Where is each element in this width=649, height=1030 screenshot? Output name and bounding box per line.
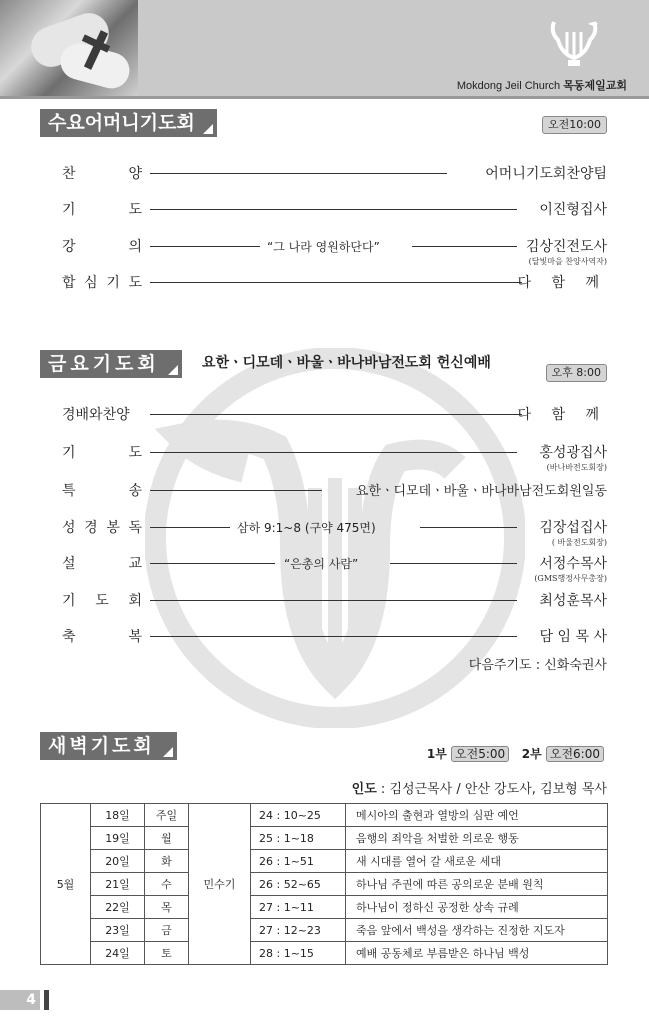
reference-cell: 27 : 1~11 (251, 896, 346, 919)
row-label: 합 심 기 도 (62, 275, 142, 291)
sermon-title-cell: 메시아의 출현과 열방의 심판 예언 (346, 804, 608, 827)
fri-row-worship (62, 404, 607, 426)
dawn-leader (352, 778, 607, 797)
sermon-title-cell: 하나님이 정하신 공정한 상속 규례 (346, 896, 608, 919)
fri-row-scripture (62, 517, 607, 547)
reference-cell: 25 : 1~18 (251, 827, 346, 850)
session2-time: 오전6:00 (546, 746, 604, 762)
weekday-cell: 주일 (145, 804, 189, 827)
row-label: 강 의 (62, 239, 142, 255)
wednesday-time-badge: 오전10:00 (542, 116, 607, 134)
row-value: 담 임 목 사 (539, 629, 607, 645)
church-name (457, 77, 627, 93)
row-topic: “은총의 사람” (284, 557, 359, 571)
table-row (41, 827, 608, 850)
date-cell: 18일 (91, 804, 145, 827)
table-row (41, 850, 608, 873)
banner-divider (0, 96, 649, 99)
date-cell: 19일 (91, 827, 145, 850)
reference-cell: 26 : 52~65 (251, 873, 346, 896)
row-value: 김상진전도사 (525, 239, 607, 255)
row-label: 특 송 (62, 483, 142, 499)
fri-row-benediction (62, 626, 607, 648)
row-value: 김장섭집사 (539, 520, 607, 536)
row-label: 축 복 (62, 629, 142, 645)
dawn-session-times (427, 745, 604, 762)
date-cell: 24일 (91, 942, 145, 965)
dawn-schedule-table (40, 803, 608, 965)
weekday-cell: 금 (145, 919, 189, 942)
leader-label: 인도 (351, 782, 377, 797)
reference-cell: 24 : 10~25 (251, 804, 346, 827)
book-cell: 민수기 (189, 804, 251, 965)
session2-label: 2부 (521, 747, 542, 761)
row-label: 기 도 회 (62, 593, 142, 609)
session1-time: 오전5:00 (451, 746, 509, 762)
friday-subtitle: 요한ㆍ디모데ㆍ바울ㆍ바나바남전도회 헌신예배 (202, 355, 491, 371)
month-cell: 5월 (41, 804, 91, 965)
friday-time-badge: 오후 8:00 (546, 364, 607, 382)
fri-row-prayer-meeting (62, 590, 607, 612)
row-value: 요한ㆍ디모데ㆍ바울ㆍ바나바남전도회원일동 (355, 484, 607, 499)
row-label: 기 도 (62, 445, 142, 461)
page-number: 4 (0, 990, 40, 1010)
date-cell: 20일 (91, 850, 145, 873)
weekday-cell: 목 (145, 896, 189, 919)
date-cell: 23일 (91, 919, 145, 942)
row-note: (바나바전도회장) (546, 463, 607, 472)
fri-row-special-song (62, 480, 607, 502)
wednesday-section-title (40, 109, 217, 137)
reference-cell: 26 : 1~51 (251, 850, 346, 873)
row-label: 기 도 (62, 202, 142, 218)
row-label: 설 교 (62, 556, 142, 572)
row-topic: “그 나라 영원하단다” (267, 240, 380, 254)
friday-section-title (40, 350, 182, 378)
weekday-cell: 화 (145, 850, 189, 873)
table-row (41, 919, 608, 942)
friday-title-text: 금요기도회 (48, 353, 160, 375)
date-cell: 22일 (91, 896, 145, 919)
leader-names: : 김성근목사 / 안산 강도사, 김보형 목사 (376, 782, 607, 797)
praying-hands-photo (0, 0, 138, 96)
sermon-title-cell: 하나님 주권에 따른 공의로운 분배 원칙 (346, 873, 608, 896)
next-week-prayer: 다음주기도 : 신화숙권사 (468, 658, 607, 673)
row-value: 최성훈목사 (539, 593, 607, 609)
dawn-section-title (40, 732, 177, 760)
row-note: ( 바울전도회장) (551, 538, 607, 547)
session1-label: 1부 (426, 747, 447, 761)
church-name-en: Mokdong Jeil Church (456, 80, 561, 92)
row-note: (달빛마을 찬양사역자) (528, 257, 607, 266)
row-note: (GMS행정사무총장) (534, 574, 607, 583)
weekday-cell: 수 (145, 873, 189, 896)
reference-cell: 28 : 1~15 (251, 942, 346, 965)
page-number-bar (44, 990, 49, 1010)
row-value: 다 함 께 (517, 407, 607, 423)
church-name-ko: 목동제일교회 (563, 79, 627, 92)
sermon-title-cell: 죽음 앞에서 백성을 생각하는 진정한 지도자 (346, 919, 608, 942)
row-label: 성 경 봉 독 (62, 520, 142, 536)
row-topic: 삼하 9:1~8 (구약 475면) (237, 521, 376, 535)
sermon-title-cell: 새 시대를 열어 갈 새로운 세대 (346, 850, 608, 873)
dawn-title-text: 새벽기도회 (48, 735, 155, 757)
wed-row-hymn (62, 163, 607, 185)
weekday-cell: 토 (145, 942, 189, 965)
row-value: 서정수목사 (539, 556, 607, 572)
fri-row-prayer (62, 442, 607, 472)
table-row (41, 896, 608, 919)
wed-row-prayer (62, 199, 607, 221)
table-row (41, 804, 608, 827)
row-value: 어머니기도회찬양팀 (485, 166, 607, 182)
date-cell: 21일 (91, 873, 145, 896)
row-label: 찬 양 (62, 166, 142, 182)
row-value: 이진형집사 (539, 202, 607, 218)
wed-row-joint-prayer (62, 272, 607, 294)
fri-row-sermon (62, 553, 607, 583)
wed-row-lecture (62, 236, 607, 266)
reference-cell: 27 : 12~23 (251, 919, 346, 942)
table-row (41, 942, 608, 965)
lyre-logo-icon (548, 18, 600, 70)
table-row (41, 873, 608, 896)
sermon-title-cell: 음행의 죄악을 처벌한 의로운 행동 (346, 827, 608, 850)
wednesday-title-text: 수요어머니기도회 (48, 112, 195, 134)
sermon-title-cell: 예배 공동체로 부름받은 하나님 백성 (346, 942, 608, 965)
row-value: 홍성광집사 (539, 445, 607, 461)
row-label: 경배와찬양 (62, 407, 130, 423)
weekday-cell: 월 (145, 827, 189, 850)
row-value: 다 함 께 (517, 275, 607, 291)
